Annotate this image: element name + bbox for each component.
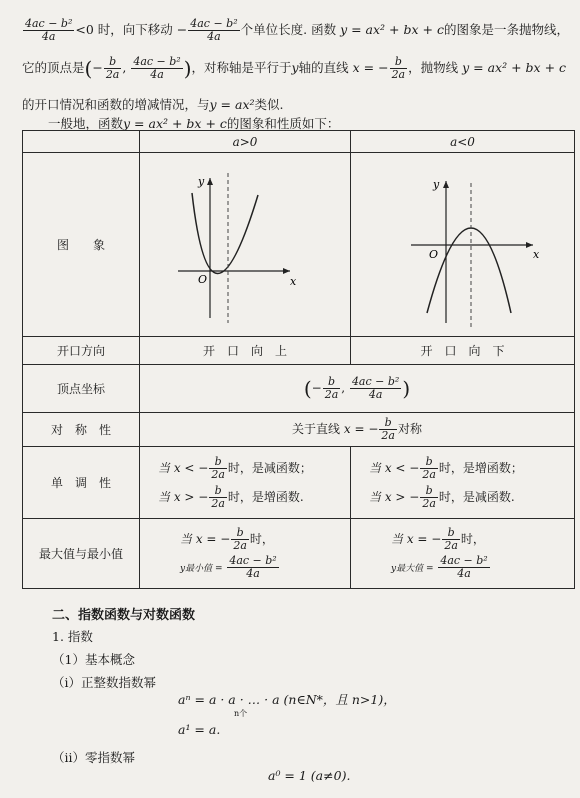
open-down: 开 口 向 下 [351, 337, 575, 365]
subsection-1: 1. 指数 [52, 629, 93, 644]
x-label: x [533, 248, 540, 261]
formula-underbrace-label: n个 [234, 709, 248, 718]
y-label: y [433, 178, 440, 191]
graph-upward-cell [140, 153, 351, 337]
row-label-open: 开口方向 [23, 337, 140, 365]
formula: y = ax² [209, 97, 255, 112]
mono-up [140, 447, 351, 519]
table-row [23, 337, 575, 365]
table-row [23, 519, 575, 589]
ext-min [140, 519, 351, 589]
text: x = − [352, 60, 389, 75]
section-title: 二、指数函数与对数函数 [52, 608, 196, 623]
open-up: 开 口 向 上 [140, 337, 351, 365]
ext-line: y最大值 = $\frac{\text{4ac − b²}}{4a}$ [391, 554, 488, 580]
graph-upward [140, 153, 351, 333]
x-label: x [290, 275, 297, 288]
ext-line: 当 x = − $\frac{b}{2a}$ 时， [391, 526, 485, 552]
mono-line: 当 x < − $\frac{b}{2a}$ 时，是减函数； [158, 454, 312, 481]
formula-power [178, 690, 580, 708]
header-a-neg: a<0 [351, 131, 575, 153]
formula: y = ax² + bx + c [123, 116, 227, 131]
text: 一般地，函数 [48, 116, 124, 131]
parabola-up [192, 193, 258, 274]
subsection-1-ii: （ii）零指数幂 [52, 750, 135, 765]
text: 的开口情况和函数的增减情况，与 [22, 97, 210, 112]
table-row [23, 413, 575, 447]
ext-max [351, 519, 575, 589]
table-row [23, 153, 575, 337]
intro-line-3 [22, 95, 580, 113]
text: <0 时，向下移动 [75, 22, 173, 37]
subsection-1-i: （i）正整数指数幂 [52, 675, 156, 690]
ext-line: y最小值 = $\frac{\text{4ac − b²}}{4a}$ [180, 554, 277, 580]
origin-label: O [198, 273, 208, 286]
text: ，抛物线 [408, 60, 459, 75]
graph-downward [351, 153, 575, 333]
row-label-axis: 对 称 性 [23, 413, 140, 447]
formula: y = ax² + bx + c [462, 60, 567, 75]
formula: a¹ = a. [178, 722, 221, 737]
parabola-down [427, 228, 511, 313]
intro-line-1: $\frac{\text{4ac − b²}}{4a}$ <0 时，向下移动 − $\frac{\text{4ac − b²}}{4a}$ 个单位长度. 函数 y = ax² + bx + c的图象是一条抛物线， [25, 17, 569, 43]
properties-table [22, 130, 575, 589]
mono-line: 当 x < − $\frac{b}{2a}$ 时，是增函数； [369, 454, 523, 481]
text: 类似. [254, 97, 284, 112]
text: 轴的直线 [298, 60, 349, 75]
vertex-value: (− $\frac{b}{2a}$ , $\frac{\text{4ac − b²}}{4a}$ ) [140, 365, 575, 413]
formula: y = ax² + bx + c [340, 22, 444, 37]
table-row [23, 131, 575, 153]
x-axis-arrow [526, 242, 533, 248]
x-axis-arrow [283, 268, 290, 274]
formula: aⁿ = a · a · … · a (n∈N*，且 n>1)， [178, 692, 396, 707]
fraction-b2a: $\frac{b}{2a}$ [391, 55, 406, 81]
fraction-disc: $\frac{\text{4ac − b²}}{4a}$ [133, 55, 181, 81]
row-label-image: 图 象 [23, 153, 140, 337]
table-row [23, 365, 575, 413]
text: 的图象是一条抛物线， [443, 22, 569, 37]
fraction-disc: $\frac{\text{4ac − b²}}{4a}$ [190, 17, 238, 43]
row-label-vertex: 顶点坐标 [23, 365, 140, 413]
text: 个单位长度. 函数 [240, 22, 337, 37]
formula: a⁰ = 1 (a≠0). [268, 768, 351, 783]
axis-value: 关于直线 x = − $\frac{b}{2a}$ 对称 [140, 413, 575, 447]
fraction-disc: $\frac{\text{4ac − b²}}{4a}$ [25, 17, 73, 43]
ext-line: 当 x = − $\frac{b}{2a}$ 时， [180, 526, 274, 552]
row-label-monotonic: 单 调 性 [23, 447, 140, 519]
formula-power-one [178, 722, 580, 737]
graph-downward-cell [351, 153, 575, 337]
text: y [291, 60, 299, 75]
header-a-pos: a>0 [140, 131, 351, 153]
origin-label: O [429, 248, 439, 261]
y-axis-arrow [443, 181, 449, 188]
text: 它的顶点是 [22, 60, 85, 75]
subsection-1-1: （1）基本概念 [52, 652, 135, 667]
y-label: y [198, 175, 205, 188]
intro-line-2: 它的顶点是(− $\frac{b}{2a}$ , $\frac{\text{4ac − b²}}{4a}$ )，对称轴是平行于y轴的直线 x = − $\frac{b}{2a}$ ，抛物线 y = ax² + bx + c [22, 55, 567, 81]
text: ，对称轴是平行于 [191, 60, 292, 75]
formula-power-zero [268, 768, 580, 783]
mono-line: 当 x > − $\frac{b}{2a}$ 时，是减函数. [369, 483, 515, 510]
y-axis-arrow [207, 178, 213, 185]
table-cell [23, 131, 140, 153]
mono-down [351, 447, 575, 519]
mono-line: 当 x > − $\frac{b}{2a}$ 时，是增函数. [158, 483, 304, 510]
table-row [23, 447, 575, 519]
fraction-b2a: $\frac{b}{2a}$ [105, 55, 120, 81]
row-label-extremum: 最大值与最小值 [23, 519, 140, 589]
text: 的图象和性质如下： [226, 116, 340, 131]
